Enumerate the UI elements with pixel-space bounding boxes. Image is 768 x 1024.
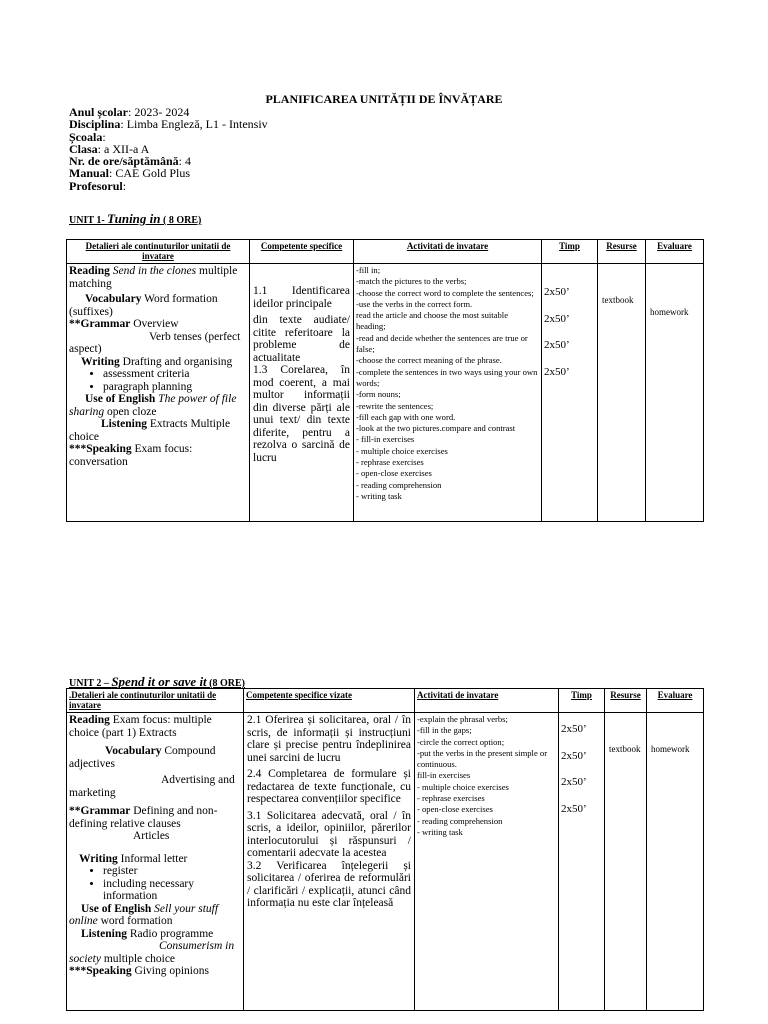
list-item: - fill-in exercises bbox=[356, 434, 415, 445]
list-item: -fill each gap with one word. bbox=[356, 411, 456, 422]
unit2-activities-cell bbox=[415, 713, 559, 1011]
list-item: - rephrase exercises bbox=[417, 793, 485, 804]
unit1-time-cell: 2x50’ 2x50’ 2x50’ 2x50’ bbox=[542, 264, 598, 522]
col-header-resources: Resurse bbox=[598, 240, 646, 264]
list-item: -complete the sentences in two ways using your own words; bbox=[356, 366, 538, 388]
list-item: fill-in exercises bbox=[417, 770, 471, 781]
list-item: -choose the correct meaning of the phrase. bbox=[356, 355, 502, 366]
col-header-evaluation: Evaluare bbox=[646, 240, 704, 264]
list-item: - reading comprehension bbox=[417, 815, 503, 826]
list-item: - writing task bbox=[356, 490, 402, 501]
list-item: - reading comprehension bbox=[356, 479, 442, 490]
list-item: -form nouns; bbox=[356, 389, 401, 400]
list-item: -rewrite the sentences; bbox=[356, 400, 434, 411]
unit2-writing-bullets bbox=[69, 865, 241, 903]
list-item: read the article and choose the most suitable heading; bbox=[356, 310, 509, 332]
list-item: - open-close exercises bbox=[417, 804, 493, 815]
col-header-evaluation: Evaluare bbox=[647, 689, 704, 713]
unit2-time-cell: 2x50’ 2x50’ 2x50’ 2x50’ bbox=[559, 713, 605, 1011]
col-header-competences: Competente specifice vizate bbox=[244, 689, 415, 713]
meta-block bbox=[69, 106, 268, 192]
unit1-writing-bullets bbox=[69, 368, 247, 393]
unit2-resources-cell: textbook bbox=[605, 713, 647, 1011]
list-item: - multiple choice exercises bbox=[417, 781, 509, 792]
unit2-content-cell: Reading Exam focus: multiple choice (part 1) Extracts Vocabulary Compound adjectives Advertising and marketing **Grammar Defining and non-defining relative clauses Articles Writing Informal letter • register • including necessary information Use of English Sell your stuff online word formation Listening Radio programme Consumerism in society multiple choice ***Speaking Giving opinions bbox=[67, 713, 244, 1011]
unit1-content-cell: Reading Send in the clones multiple matching Vocabulary Word formation (suffixes) **Grammar Overview Verb tenses (perfect aspect) Writing Drafting and organising • assessment criteria • paragraph planning Use of English The power of file sharing open cloze Listening Extracts Multiple choice ***Speaking Exam focus: conversation bbox=[67, 264, 250, 522]
list-item: -fill in; bbox=[356, 265, 381, 275]
list-item: -explain the phrasal verbs; bbox=[417, 714, 508, 724]
list-item: -circle the correct option; bbox=[417, 736, 505, 747]
list-item: -match the pictures to the verbs; bbox=[356, 276, 467, 287]
meta-teacher: Profesorul: bbox=[69, 178, 127, 193]
list-item: -use the verbs in the correct form. bbox=[356, 298, 473, 309]
list-item: • including necessary information bbox=[103, 878, 241, 903]
page-title: PLANIFICAREA UNITĂȚII DE ÎNVĂȚARE bbox=[265, 92, 503, 106]
col-header-competences: Competente specifice bbox=[250, 240, 354, 264]
list-item: -read and decide whether the sentences are true or false; bbox=[356, 332, 528, 355]
list-item: - writing task bbox=[417, 826, 463, 837]
unit1-evaluation-cell: homework bbox=[646, 264, 704, 522]
unit2-header-row bbox=[67, 689, 704, 713]
unit2-heading: UNIT 2 – Spend it or save it (8 ORE) bbox=[69, 674, 246, 689]
col-header-time: Timp bbox=[542, 240, 598, 264]
unit1-competences-cell: 1.1 Identificarea ideilor principale din texte audiate/ citite referitoare la probleme de actualitate 1.3 Corelarea, în mod coerent, a mai multor informații din diverse părți ale unui text/ din texte diferite, pentru a rezolva o sarcină de lucru bbox=[250, 264, 354, 522]
meta-class: Clasa: a XII-a A bbox=[69, 141, 150, 156]
list-item: - rephrase exercises bbox=[356, 457, 424, 468]
unit1-body-row bbox=[67, 264, 704, 522]
unit1-heading: UNIT 1- Tuning in ( 8 ORE) bbox=[69, 211, 202, 226]
list-item: • paragraph planning bbox=[103, 381, 247, 394]
meta-hours: Nr. de ore/săptămână: 4 bbox=[69, 154, 192, 169]
list-item: - open-close exercises bbox=[356, 468, 432, 479]
meta-manual: Manual: CAE Gold Plus bbox=[69, 166, 191, 181]
unit2-evaluation-cell: homework bbox=[647, 713, 704, 1011]
meta-subject: Disciplina: Limba Engleză, L1 - Intensiv bbox=[69, 117, 268, 132]
list-item: -choose the correct word to complete the sentences; bbox=[356, 287, 534, 298]
unit1-activities-cell bbox=[354, 264, 542, 522]
unit1-table bbox=[66, 239, 704, 522]
list-item: -look at the two pictures.compare and contrast bbox=[356, 423, 516, 434]
unit2-body-row bbox=[67, 713, 704, 1011]
col-header-activities: Activitati de invatare bbox=[354, 240, 542, 264]
list-item: • register bbox=[103, 865, 241, 878]
list-item: - multiple choice exercises bbox=[356, 445, 448, 456]
unit1-resources-cell: textbook bbox=[598, 264, 646, 522]
col-header-activities: Activitati de invatare bbox=[415, 689, 559, 713]
list-item: • assessment criteria bbox=[103, 368, 247, 381]
col-header-content: .Detalieri ale continuturilor unitatii de invatare bbox=[67, 689, 244, 713]
meta-school: Școala: bbox=[69, 129, 106, 144]
unit2-competences-cell: 2.1 Oferirea și solicitarea, oral / în scris, de informații și instrucțiuni clare și precise pentru îndeplinirea unei sarcini de lucru 2.4 Completarea de formulare și redactarea de texte funcționale, cu respectarea convențiilor specifice 3.1 Solicitarea adecvată, oral / în scris, a ideilor, opiniilor, părerilor interlocutorului și răspunsuri / comentarii adecvate la acestea 3.2 Verificarea înțelegerii și solicitarea / oferirea de reformulări / clarificări / explicații, atunci când informația nu este clar înțeleasă bbox=[244, 713, 415, 1011]
col-header-content: Detalieri ale continuturilor unitatii de invatare bbox=[67, 240, 250, 264]
col-header-resources: Resurse bbox=[605, 689, 647, 713]
unit1-header-row bbox=[67, 240, 704, 264]
meta-year: Anul școlar: 2023- 2024 bbox=[69, 105, 190, 119]
list-item: -fill in the gaps; bbox=[417, 725, 472, 736]
unit2-table bbox=[66, 688, 704, 1011]
col-header-time: Timp bbox=[559, 689, 605, 713]
list-item: -put the verbs in the present simple or continuous. bbox=[417, 747, 548, 770]
